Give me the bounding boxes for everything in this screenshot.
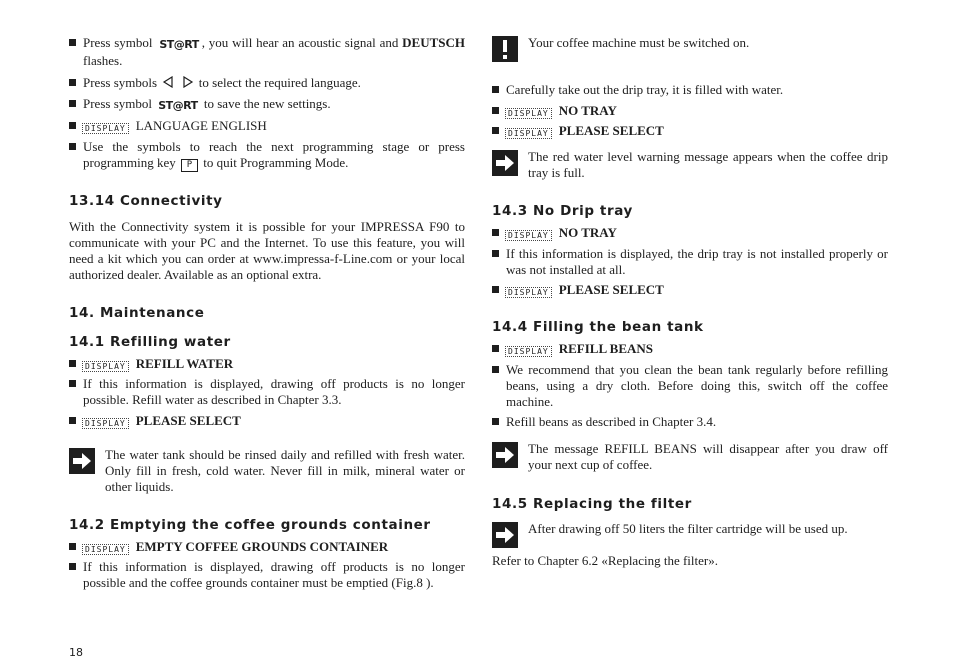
- section-heading: 14.3 No Drip tray: [492, 203, 633, 219]
- page-number: 18: [69, 646, 83, 659]
- list-item: DISPLAY NO TRAY: [492, 225, 888, 241]
- note-arrow-icon: [69, 448, 95, 474]
- display-symbol-icon: DISPLAY: [85, 418, 126, 428]
- bullet-square-icon: [69, 417, 76, 424]
- list-item: Refill beans as described in Chapter 3.4.: [492, 414, 888, 430]
- note-arrow-icon: [492, 150, 518, 176]
- note-box: After drawing off 50 liters the filter cartridge will be used up.: [492, 521, 888, 537]
- left-arrow-icon: [162, 76, 174, 88]
- paragraph: With the Connectivity system it is possible for your IMPRESSA F90 to communicate with your PC and the Internet. To use this feature, you will need a kit which you can order at www.impressa-f-Line.com or your local authorized dealer. Available as an optional extra.: [69, 218, 465, 282]
- bullet-square-icon: [492, 286, 499, 293]
- start-symbol-icon: ST@RT: [158, 98, 198, 112]
- list-item: If this information is displayed, drawing off products is no longer possible. Refill water as described in Chapter 3.3.: [69, 376, 465, 408]
- list-item: If this information is displayed, drawing off products is no longer possible and the coffee grounds container must be emptied (Fig.8 ).: [69, 559, 465, 591]
- section-heading: 13.14 Connectivity: [69, 192, 223, 209]
- note-box: The message REFILL BEANS will disappear after you draw off your next cup of coffee.: [492, 441, 888, 473]
- display-symbol-icon: DISPLAY: [508, 129, 549, 138]
- bullet-square-icon: [69, 143, 76, 150]
- note-box: The water tank should be rinsed daily and refilled with fresh water. Only fill in fresh, cold water. Never fill in milk, mineral water or other liquids.: [69, 447, 465, 495]
- list-item: DISPLAY PLEASE SELECT: [492, 123, 888, 139]
- list-item: DISPLAY REFILL WATER: [69, 356, 465, 372]
- section-heading: 14.4 Filling the bean tank: [492, 319, 704, 335]
- section-heading: 14.5 Replacing the filter: [492, 496, 692, 512]
- bullet-square-icon: [69, 39, 76, 46]
- list-item: DISPLAY REFILL BEANS: [492, 341, 888, 357]
- display-symbol-icon: DISPLAY: [508, 347, 549, 356]
- bullet-square-icon: [69, 122, 76, 129]
- note-arrow-icon: [492, 442, 518, 468]
- display-symbol-icon: DISPLAY: [85, 124, 126, 133]
- display-symbol-icon: DISPLAY: [508, 231, 549, 240]
- bullet-square-icon: [492, 127, 499, 134]
- section-heading: 14.1 Refilling water: [69, 333, 231, 350]
- note-box: The red water level warning message appears when the coffee drip tray is full.: [492, 149, 888, 181]
- list-item: DISPLAY EMPTY COFFEE GROUNDS CONTAINER: [69, 539, 465, 555]
- list-item: Carefully take out the drip tray, it is filled with water.: [492, 82, 888, 98]
- list-item: We recommend that you clean the bean tank regularly before refilling beans, using a dry cloth. Before doing this, switch off the coffee machine.: [492, 362, 888, 410]
- section-heading: 14.2 Emptying the coffee grounds container: [69, 516, 431, 533]
- list-item: DISPLAY PLEASE SELECT: [492, 282, 888, 298]
- bullet-square-icon: [492, 229, 499, 236]
- warning-exclamation-icon: [492, 36, 518, 62]
- bullet-square-icon: [69, 563, 76, 570]
- note-arrow-icon: [492, 522, 518, 548]
- bullet-square-icon: [492, 250, 499, 257]
- list-item: DISPLAY LANGUAGE ENGLISH: [69, 118, 465, 134]
- warning-box: Your coffee machine must be switched on.: [492, 35, 888, 65]
- bullet-square-icon: [69, 360, 76, 367]
- display-symbol-icon: DISPLAY: [85, 361, 126, 371]
- section-heading: 14. Maintenance: [69, 304, 205, 321]
- display-symbol-icon: DISPLAY: [508, 108, 549, 118]
- list-item: DISPLAY PLEASE SELECT: [69, 413, 465, 429]
- bullet-square-icon: [69, 100, 76, 107]
- bullet-square-icon: [69, 543, 76, 550]
- list-item: Press symbols to select the required language.: [69, 75, 465, 91]
- display-symbol-icon: DISPLAY: [508, 288, 549, 297]
- left-column: [69, 35, 465, 596]
- display-symbol-icon: DISPLAY: [85, 544, 126, 554]
- programming-key-icon: P: [181, 159, 198, 172]
- bullet-square-icon: [69, 380, 76, 387]
- right-arrow-icon: [182, 76, 194, 88]
- list-item: DISPLAY NO TRAY: [492, 103, 888, 119]
- bullet-square-icon: [69, 79, 76, 86]
- right-column: [492, 35, 888, 569]
- bullet-square-icon: [492, 345, 499, 352]
- bullet-square-icon: [492, 418, 499, 425]
- list-item: Press symbol ST@RT , you will hear an acoustic signal and DEUTSCH flashes.: [69, 35, 465, 69]
- list-item: If this information is displayed, the drip tray is not installed properly or was not installed at all.: [492, 246, 888, 278]
- bullet-square-icon: [492, 107, 499, 114]
- start-symbol-icon: ST@RT: [159, 38, 199, 51]
- list-item: Use the symbols to reach the next programming stage or press programming key P to quit Programming Mode.: [69, 139, 465, 172]
- list-item: Press symbol ST@RT to save the new settings.: [69, 96, 465, 114]
- bullet-square-icon: [492, 366, 499, 373]
- paragraph: Refer to Chapter 6.2 «Replacing the filter».: [492, 553, 718, 568]
- bullet-square-icon: [492, 86, 499, 93]
